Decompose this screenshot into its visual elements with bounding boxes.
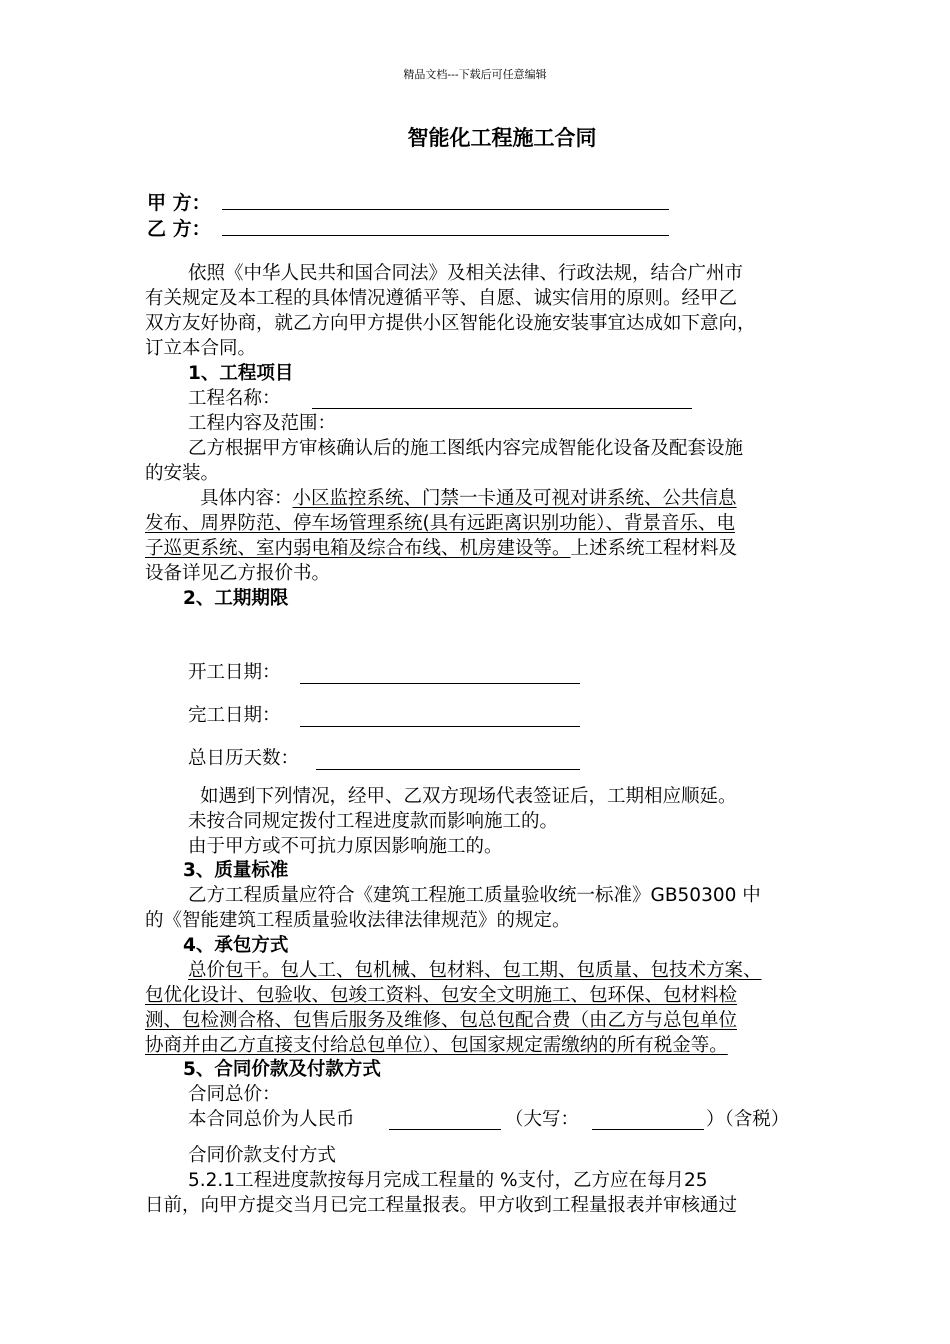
- detail-underlined: 发布、周界防范、停车场管理系统(具有远距离识别功能）、背景音乐、电: [145, 513, 735, 534]
- price-words-field[interactable]: [592, 1129, 704, 1130]
- price-figure-field[interactable]: [389, 1129, 501, 1130]
- section-3-heading: 3、质量标准: [183, 860, 289, 881]
- contract-method-text: 总价包干。包人工、包机械、包材料、包工期、包质量、包技术方案、: [188, 960, 762, 981]
- document-title: 智能化工程施工合同: [407, 126, 597, 150]
- project-name-label: 工程名称：: [188, 388, 281, 409]
- detail-tail: 上述系统工程材料及: [570, 538, 738, 559]
- party-a-field[interactable]: [222, 209, 669, 210]
- price-prefix: 本合同总价为人民币: [188, 1109, 355, 1130]
- contract-method-text: 测、包检测合格、包售后服务及维修、包总包配合费（由乙方与总包单位: [145, 1010, 738, 1031]
- price-suffix: ）（含税）: [706, 1109, 790, 1130]
- total-price-label: 合同总价：: [188, 1084, 281, 1105]
- end-date-field[interactable]: [300, 726, 580, 727]
- payment-clause: 5.2.1工程进度款按每月完成工程量的 %支付，乙方应在每月25: [188, 1170, 708, 1191]
- scope-text: 的安装。: [145, 463, 220, 484]
- detail-line: [145, 536, 737, 561]
- detail-underlined: 子巡更系统、室内弱电箱及综合布线、机房建设等。: [145, 538, 571, 559]
- contract-method-text: 协商并由乙方直接支付给总包单位）、包国家规定需缴纳的所有税金等。: [145, 1035, 728, 1056]
- project-name-field[interactable]: [312, 408, 692, 409]
- intro-line: 订立本合同。: [145, 338, 257, 359]
- detail-tail: 设备详见乙方报价书。: [145, 563, 331, 584]
- scope-text: 乙方根据甲方审核确认后的施工图纸内容完成智能化设备及配套设施: [188, 438, 744, 459]
- party-b-label: 乙 方：: [147, 218, 211, 240]
- section-1-heading: 1、工程项目: [188, 363, 294, 384]
- start-date-field[interactable]: [300, 683, 580, 684]
- section-2-heading: 2、工期期限: [183, 588, 289, 609]
- scope-label: 工程内容及范围：: [188, 413, 337, 434]
- intro-line: 依照《中华人民共和国合同法》及相关法律、行政法规，结合广州市: [188, 263, 744, 284]
- section-4-heading: 4、承包方式: [183, 935, 289, 956]
- detail-line: [200, 486, 737, 511]
- intro-line: 双方友好协商，就乙方向甲方提供小区智能化设施安装事宜达成如下意向，: [145, 313, 756, 334]
- detail-underlined: 小区监控系统、门禁一卡通及可视对讲系统、公共信息: [292, 488, 737, 509]
- calendar-days-label: 总日历天数：: [188, 748, 300, 769]
- end-date-label: 完工日期：: [188, 705, 281, 726]
- quality-text: 乙方工程质量应符合《建筑工程施工质量验收统一标准》GB50300 中: [188, 885, 761, 906]
- delay-text: 如遇到下列情况，经甲、乙双方现场代表签证后，工期相应顺延。: [200, 786, 737, 807]
- payment-method-label: 合同价款支付方式: [188, 1145, 337, 1166]
- intro-line: 有关规定及本工程的具体情况遵循平等、自愿、诚实信用的原则。经甲乙: [145, 288, 738, 309]
- payment-clause: 日前，向甲方提交当月已完工程量报表。甲方收到工程量报表并审核通过: [145, 1195, 738, 1216]
- party-a-label: 甲 方：: [147, 192, 211, 214]
- party-b-field[interactable]: [222, 235, 669, 236]
- header-note: 精品文档---下载后可任意编辑: [403, 68, 547, 81]
- quality-text: 的《智能建筑工程质量验收法律法律规范》的规定。: [145, 910, 571, 931]
- price-mid: （大写：: [505, 1109, 580, 1130]
- detail-label: 具体内容：: [200, 488, 293, 509]
- section-5-heading: 5、合同价款及付款方式: [183, 1059, 381, 1080]
- start-date-label: 开工日期：: [188, 662, 281, 683]
- calendar-days-field[interactable]: [316, 769, 580, 770]
- contract-method-text: 包优化设计、包验收、包竣工资料、包安全文明施工、包环保、包材料检: [145, 985, 738, 1006]
- delay-text: 未按合同规定拨付工程进度款而影响施工的。: [188, 811, 559, 832]
- delay-text: 由于甲方或不可抗力原因影响施工的。: [188, 836, 503, 857]
